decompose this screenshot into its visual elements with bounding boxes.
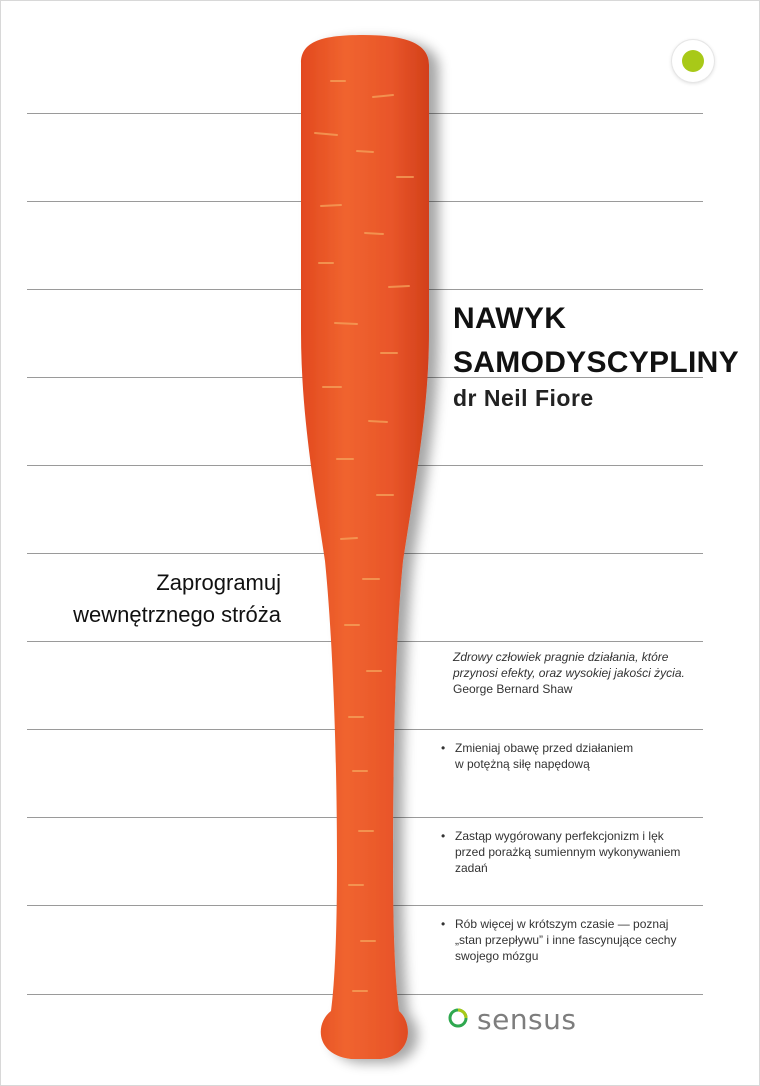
book-title xyxy=(453,297,739,385)
book-subtitle-line: wewnętrznego stróża xyxy=(73,602,281,627)
bullet-point xyxy=(441,916,721,964)
bullet-text-line: Zmieniaj obawę przed działaniem xyxy=(455,741,634,755)
bullet-marker: • xyxy=(441,741,446,755)
cover-quote xyxy=(453,649,723,697)
bullet-text-line: swojego mózgu xyxy=(455,949,539,963)
sensus-logo-icon xyxy=(447,1007,469,1029)
quote-text-line: przynosi efekty, oraz wysokiej jakości życia. xyxy=(453,666,685,680)
book-author: dr Neil Fiore xyxy=(453,385,594,411)
bullet-point xyxy=(441,828,721,876)
bullet-point xyxy=(441,740,721,772)
book-title-line: NAWYK xyxy=(453,302,567,335)
bullet-marker: • xyxy=(441,917,446,931)
book-subtitle xyxy=(73,567,281,631)
publisher-name: sensus xyxy=(477,1003,577,1036)
bullet-text-line: Rób więcej w krótszym czasie — poznaj xyxy=(455,917,669,931)
quote-author: George Bernard Shaw xyxy=(453,682,573,696)
book-subtitle-line: Zaprogramuj xyxy=(156,570,281,595)
quote-text-line: Zdrowy człowiek pragnie działania, które xyxy=(453,650,669,664)
bullet-text-line: zadań xyxy=(455,861,488,875)
bullet-text-line: w potężną siłę napędową xyxy=(455,757,590,771)
bullet-marker: • xyxy=(441,829,446,843)
book-title-line: SAMODYSCYPLINY xyxy=(453,346,739,379)
bullet-text-line: przed porażką sumiennym wykonywaniem xyxy=(455,845,681,859)
bullet-text-line: Zastąp wygórowany perfekcjonizm i lęk xyxy=(455,829,664,843)
carrot-body xyxy=(301,35,429,1059)
bullet-text-line: „stan przepływu” i inne fascynujące cechy xyxy=(455,933,677,947)
